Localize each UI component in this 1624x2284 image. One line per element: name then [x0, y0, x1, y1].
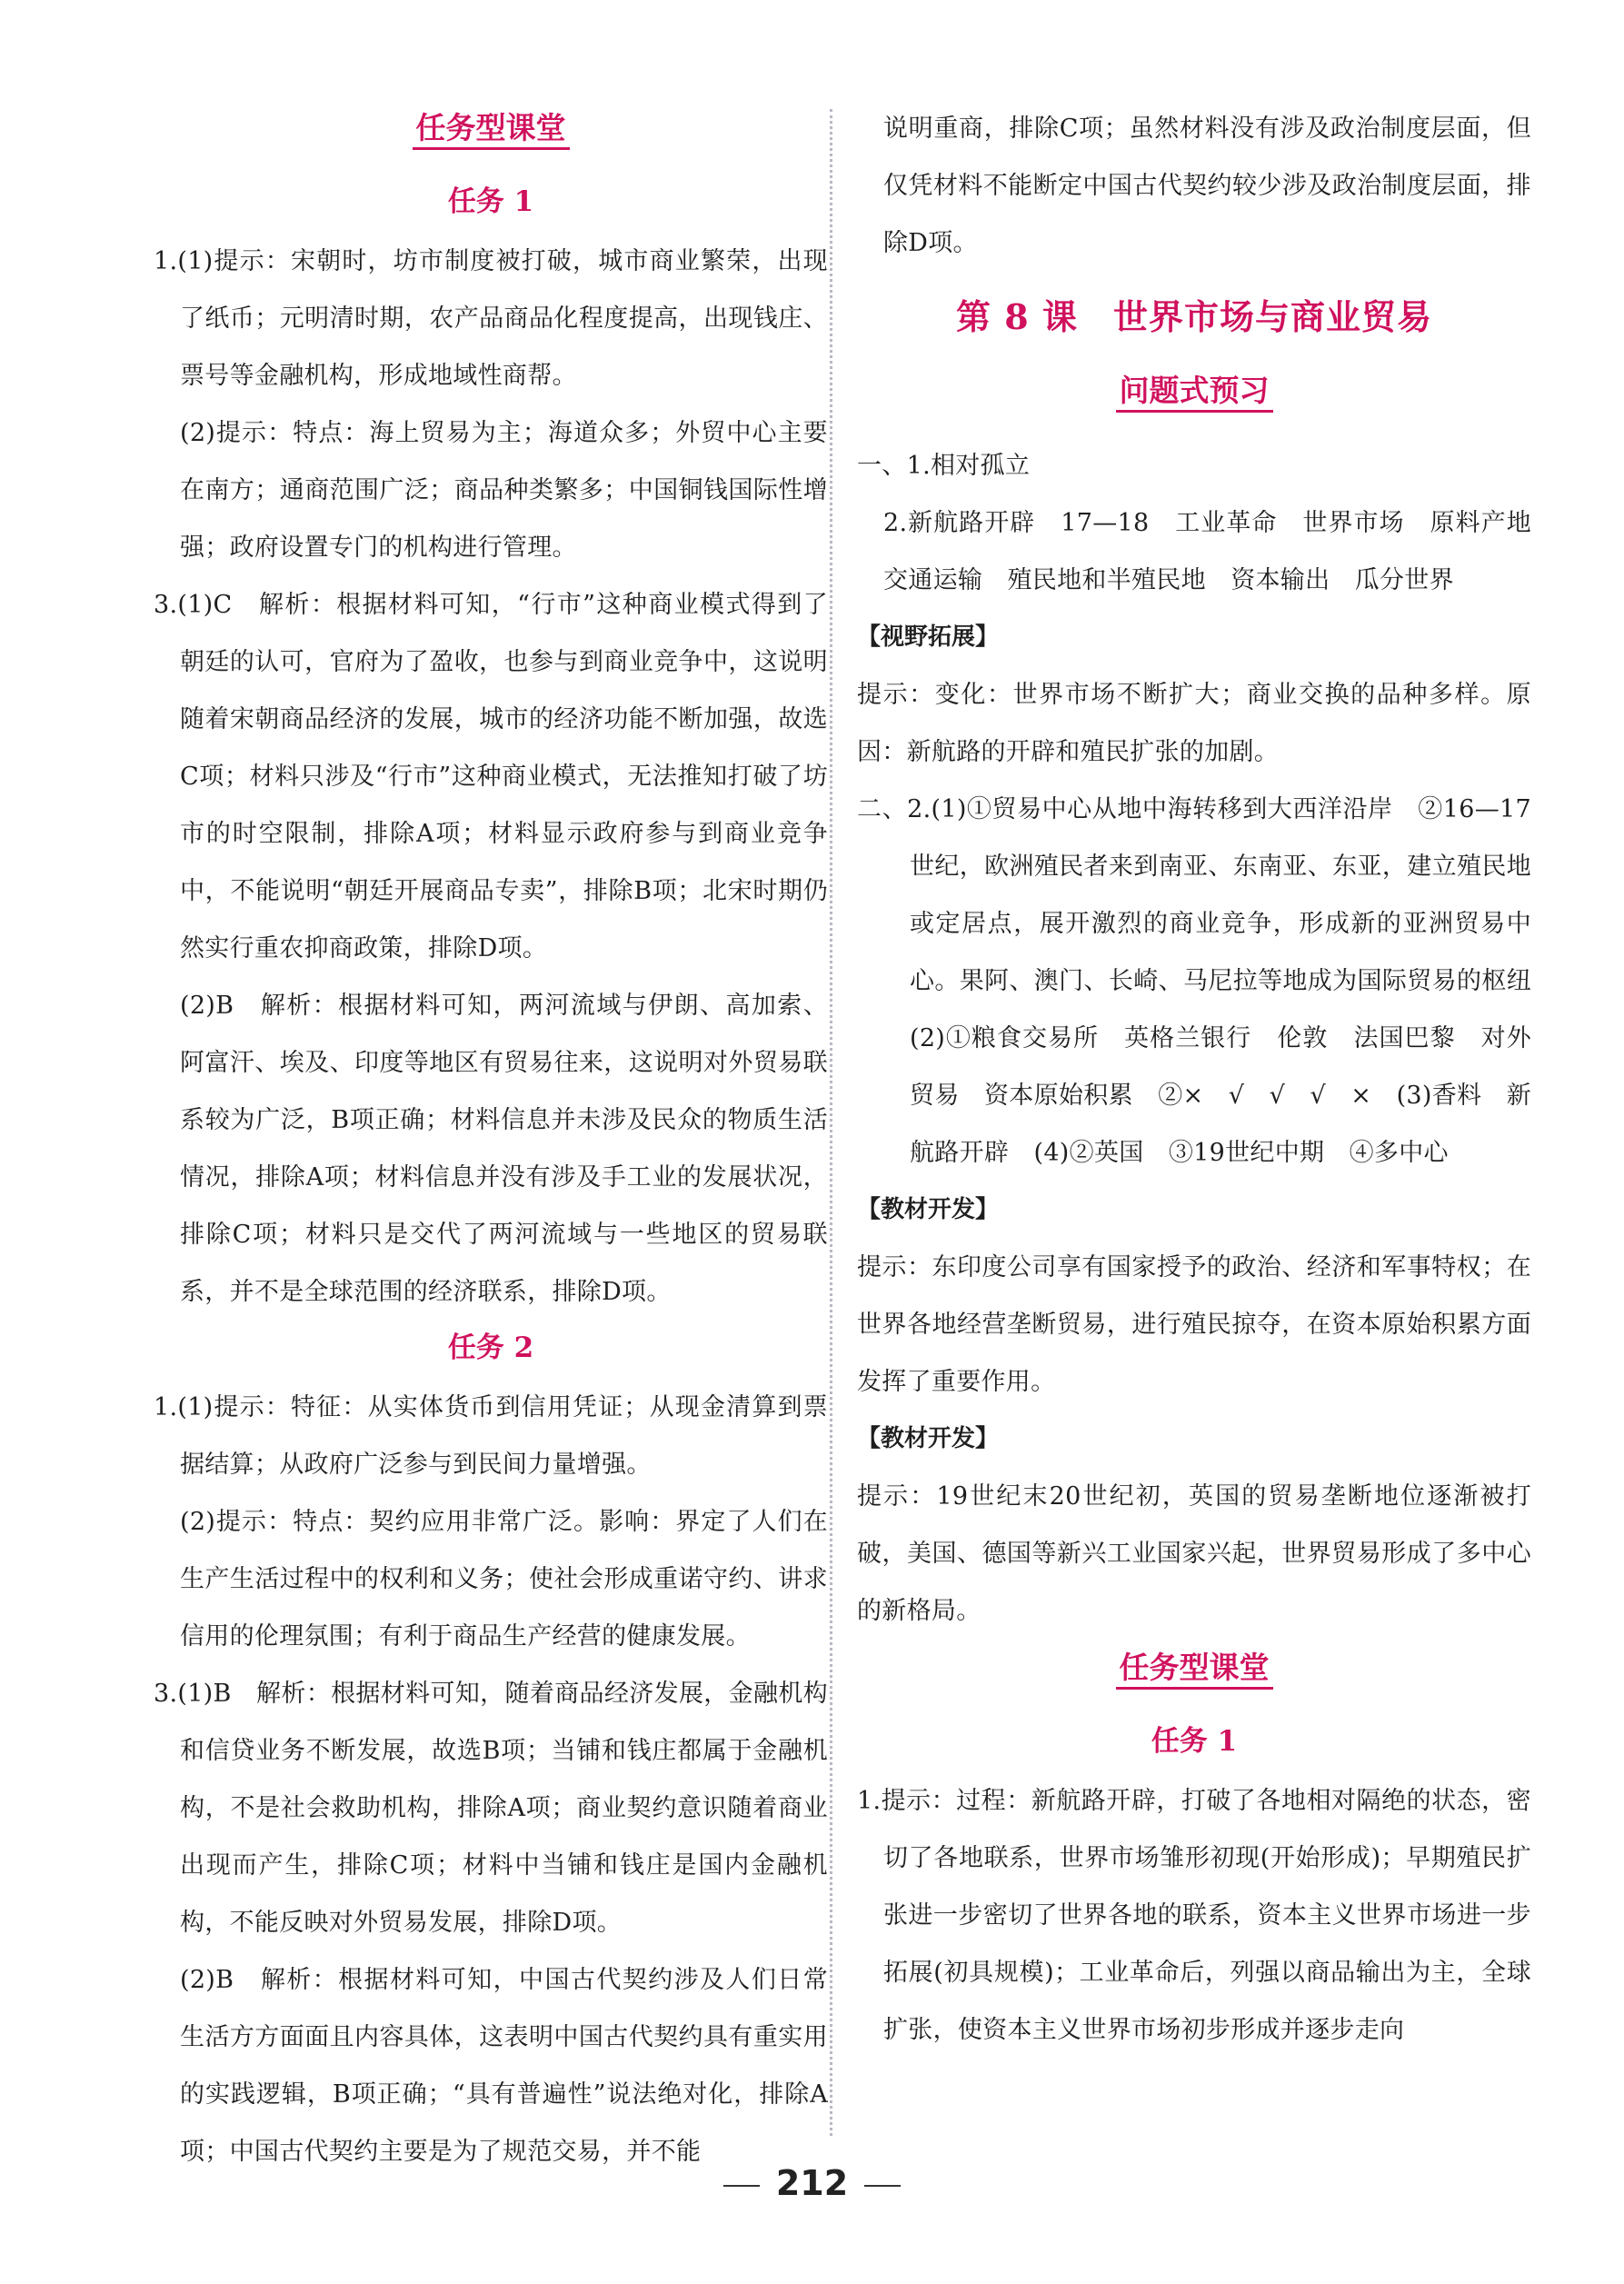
- task2-answer-1-1: 1.(1)提示：特征：从实体货币到信用凭证；从现金清算到票据结算；从政府广泛参与到民间力量增强。: [154, 1393, 828, 1479]
- box-label-horizon: 【视野拓展】: [857, 623, 1000, 651]
- preview-part-2: 2.新航路开辟 17—18 工业革命 世界市场 原料产地 交通运输 殖民地和半殖民地 资本输出 瓜分世界: [883, 509, 1557, 594]
- task2-answer-1-2: (2)提示：特点：契约应用非常广泛。影响：界定了人们在生产生活过程中的权利和义务；使社会形成重诺守约、讲求信用的伦理氛围；有利于商品生产经营的健康发展。: [180, 1508, 828, 1651]
- task-1-title: 任务 1: [447, 185, 534, 218]
- task-1-title-2: 任务 1: [1151, 1725, 1238, 1758]
- box-label-textbook-1: 【教材开发】: [857, 1196, 1000, 1223]
- lesson-title: 第 8 课 世界市场与商业贸易: [956, 296, 1432, 337]
- preview-part-3: 二、2.(1)①贸易中心从地中海转移到大西洋沿岸 ②16—17世纪，欧洲殖民者来到南亚、东南亚、东亚，建立殖民地或定居点，展开激烈的商业竞争，形成新的亚洲贸易中心。果阿、澳门、长崎、马尼拉等地成为国际贸易的枢纽 (2)①粮食交易所 英格兰银行 伦敦 法国巴黎 对外贸易 资本原始积累 ②× √ √ √ × (3)香料 新航路开辟 (4)②英国 ③19世纪中期 ④多中心: [857, 795, 1557, 1167]
- section-title-task-classroom-2: 任务型课堂: [857, 1640, 1531, 1714]
- answer-1-1: 1.(1)提示：宋朝时，坊市制度被打破，城市商业繁荣，出现了纸币；元明清时期，农产品商品化程度提高，出现钱庄、票号等金融机构，形成地域性商帮。: [154, 247, 828, 390]
- task2-answer-3-2: (2)B 解析：根据材料可知，中国古代契约涉及人们日常生活方方面面且内容具体，这表明中国古代契约具有重实用的实践逻辑，B项正确；“具有普遍性”说法绝对化，排除A项；中国古代契约主要是为了规范交易，并不能: [180, 1966, 828, 2166]
- section-title-preview: 问题式预习: [857, 363, 1531, 437]
- answer-1-2: (2)提示：特点：海上贸易为主；海道众多；外贸中心主要在南方；通商范围广泛；商品种类繁多；中国铜钱国际性增强；政府设置专门的机构进行管理。: [180, 419, 828, 562]
- answer-3-1: 3.(1)C 解析：根据材料可知，“行市”这种商业模式得到了朝廷的认可，官府为了盈收，也参与到商业竞争中，这说明随着宋朝商品经济的发展，城市的经济功能不断加强，故选C项；材料只涉及“行市”这种商业模式，无法推知打破了坊市的时空限制，排除A项；材料显示政府参与到商业竞争中，不能说明“朝廷开展商品专卖”，排除B项；北宋时期仍然实行重农抑商政策，排除D项。: [154, 591, 828, 962]
- box-text-textbook-2: 提示：19世纪末20世纪初，英国的贸易垄断地位逐渐被打破，美国、德国等新兴工业国家兴起，世界贸易形成了多中心的新格局。: [857, 1482, 1531, 1625]
- answer-3-2: (2)B 解析：根据材料可知，两河流域与伊朗、高加索、阿富汗、埃及、印度等地区有贸易往来，这说明对外贸易联系较为广泛，B项正确；材料信息并未涉及民众的物质生活情况，排除A项；材料信息并没有涉及手工业的发展状况，排除C项；材料只是交代了两河流域与一些地区的贸易联系，并不是全球范围的经济联系，排除D项。: [180, 992, 828, 1306]
- task2-answer-3-1: 3.(1)B 解析：根据材料可知，随着商品经济发展，金融机构和信贷业务不断发展，故选B项；当铺和钱庄都属于金融机构，不是社会救助机构，排除A项；商业契约意识随着商业出现而产生，排除C项；材料中当铺和钱庄是国内金融机构，不能反映对外贸易发展，排除D项。: [154, 1680, 828, 1937]
- preview-part-1: 一、1.相对孤立: [857, 452, 1031, 480]
- box-label-textbook-2: 【教材开发】: [857, 1425, 1000, 1452]
- task-2-title: 任务 2: [447, 1332, 534, 1364]
- page-number: 212: [0, 2163, 1624, 2203]
- column-divider: [830, 109, 832, 2136]
- right-column: [857, 100, 1557, 2059]
- box-text-horizon: 提示：变化：世界市场不断扩大；商业交换的品种多样。原因：新航路的开辟和殖民扩张的加剧。: [857, 681, 1531, 766]
- task1-answer-right: 1.提示：过程：新航路开辟，打破了各地相对隔绝的状态，密切了各地联系，世界市场雏形初现(开始形成)；早期殖民扩张进一步密切了世界各地的联系，资本主义世界市场进一步拓展(初具规模)；工业革命后，列强以商品输出为主，全球扩张，使资本主义世界市场初步形成并逐步走向: [857, 1787, 1531, 2044]
- section-title-task-classroom: 任务型课堂: [154, 100, 828, 175]
- left-column: [154, 100, 828, 2180]
- box-text-textbook-1: 提示：东印度公司享有国家授予的政治、经济和军事特权；在世界各地经营垄断贸易，进行殖民掠夺，在资本原始积累方面发挥了重要作用。: [857, 1253, 1531, 1396]
- continued-answer: 说明重商，排除C项；虽然材料没有涉及政治制度层面，但仅凭材料不能断定中国古代契约较少涉及政治制度层面，排除D项。: [883, 115, 1531, 257]
